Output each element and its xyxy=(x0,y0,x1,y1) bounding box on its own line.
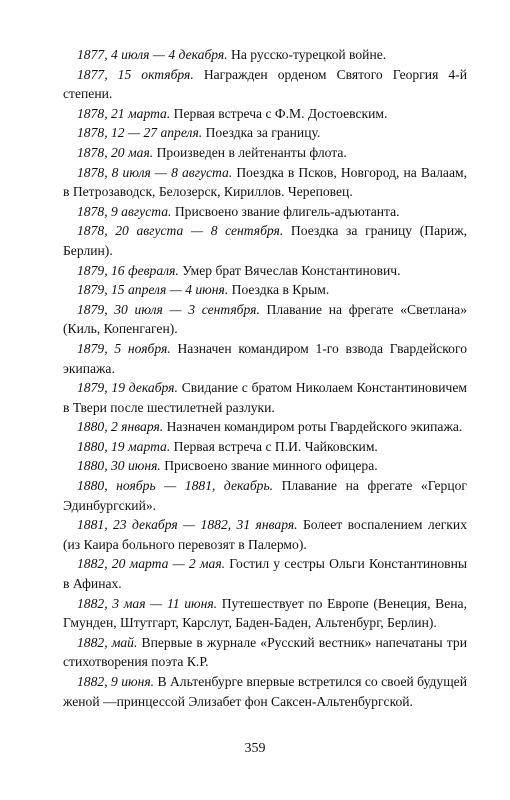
entry-date: 1882, 20 марта — 2 мая. xyxy=(77,556,226,572)
entry-text: Болеет воспалением легких (из Каира больного перевозят в Палермо). xyxy=(63,517,467,552)
entry-text: На русско-турецкой войне. xyxy=(231,47,387,62)
chronology-entry xyxy=(63,339,467,378)
entry-text: Присвоено звание минного офицера. xyxy=(164,458,378,474)
entry-text: В Альтенбурге впервые встретился со своей будущей женой —принцессой Элизабет фон Саксен-Альтенбургской. xyxy=(63,674,467,709)
entry-text: Путешествует по Европе (Венеция, Вена, Гмунден, Штутгарт, Карслут, Баден-Баден, Альтенбург, Берлин). xyxy=(63,595,467,631)
entry-text: Назначен командиром 1-го взвода Гвардейского экипажа. xyxy=(63,340,467,376)
entry-date: 1880, 2 января. xyxy=(77,419,164,435)
entry-date: 1877, 15 октября. xyxy=(77,66,194,82)
entry-text: Умер брат Вячеслав Константинович. xyxy=(182,262,401,278)
entry-date: 1878, 20 мая. xyxy=(77,144,154,160)
entry-date: 1879, 19 декабря. xyxy=(77,380,178,396)
entry-text: Свидание с братом Николаем Константиновичем в Твери после шестилетней разлуки. xyxy=(63,380,467,415)
entry-date: 1878, 12 — 27 апреля. xyxy=(77,125,203,141)
page-number: 359 xyxy=(244,741,266,756)
entry-date: 1879, 15 апреля — 4 июня. xyxy=(77,282,229,298)
entry-date: 1877, 4 июля — 4 декабря. xyxy=(77,47,228,62)
entry-text: Первая встреча с П.И. Чайковским. xyxy=(173,438,378,454)
chronology-entry xyxy=(63,143,467,163)
entry-date: 1878, 9 августа. xyxy=(77,203,172,219)
chronology-entry xyxy=(63,280,467,300)
chronology-entry xyxy=(63,594,467,633)
chronology-entry xyxy=(63,672,467,711)
entry-date: 1878, 8 июля — 8 августа. xyxy=(77,164,233,180)
entry-text: Награжден орденом Святого Георгия 4-й степени. xyxy=(63,66,467,102)
chronology-entry xyxy=(63,456,467,476)
entry-text: Поездка в Крым. xyxy=(231,282,330,298)
entry-text: Назначен командиром роты Гвардейского экипажа. xyxy=(166,419,463,435)
entry-date: 1879, 30 июля — 3 сентября. xyxy=(77,301,260,317)
entry-date: 1882, май. xyxy=(77,634,138,650)
chronology-entry xyxy=(63,554,467,593)
entry-date: 1879, 16 февраля. xyxy=(77,262,179,278)
entry-date: 1882, 3 мая — 11 июня. xyxy=(77,595,218,611)
entry-text: Плавание на фрегате «Светлана» (Киль, Копенгаген). xyxy=(63,301,468,337)
entry-text: Поездка за границу. xyxy=(205,125,321,141)
entry-text: Плавание на фрегате «Герцог Эдинбургский». xyxy=(63,478,467,513)
entry-text: Присвоено звание флигель-адъютанта. xyxy=(174,203,400,219)
chronology-entry xyxy=(63,65,467,104)
chronology-entry xyxy=(63,163,467,202)
chronology-entry xyxy=(63,221,467,260)
entry-text: Поездка в Псков, Новгород, на Валаам, в Петрозаводск, Белозерск, Кириллов. Череповец. xyxy=(63,164,467,200)
chronology-entry xyxy=(63,123,467,143)
entry-date: 1880, 30 июня. xyxy=(77,458,161,474)
entry-date: 1881, 23 декабря — 1882, 31 января. xyxy=(77,517,298,533)
chronology-entry xyxy=(63,45,467,65)
entry-text: Произведен в лейтенанты флота. xyxy=(156,144,347,160)
entry-text: Первая встреча с Ф.М. Достоевским. xyxy=(173,105,388,121)
entry-text: Гостил у сестры Ольги Константиновны в Афинах. xyxy=(63,556,467,592)
chronology-entry xyxy=(63,300,467,339)
chronology-entry xyxy=(63,476,467,515)
chronology-entry xyxy=(63,104,467,124)
entry-date: 1880, ноябрь — 1881, декабрь. xyxy=(77,478,274,494)
entry-date: 1882, 9 июня. xyxy=(77,674,155,689)
chronology-entry xyxy=(63,633,467,672)
entry-date: 1878, 21 марта. xyxy=(77,105,171,121)
chronology-entry xyxy=(63,202,467,222)
chronology-text xyxy=(63,45,467,711)
chronology-entry xyxy=(63,417,467,437)
chronology-entry xyxy=(63,515,467,554)
chronology-entry xyxy=(63,378,467,417)
chronology-entry xyxy=(63,437,467,457)
entry-text: Впервые в журнале «Русский вестник» напечатаны три стихотворения поэта К.Р. xyxy=(63,634,467,670)
chronology-entry xyxy=(63,261,467,281)
entry-date: 1880, 19 марта. xyxy=(77,438,171,454)
entry-text: Поездка за границу (Париж, Берлин). xyxy=(63,223,467,258)
entry-date: 1879, 5 ноября. xyxy=(77,340,171,356)
entry-date: 1878, 20 августа — 8 сентября. xyxy=(77,223,284,239)
